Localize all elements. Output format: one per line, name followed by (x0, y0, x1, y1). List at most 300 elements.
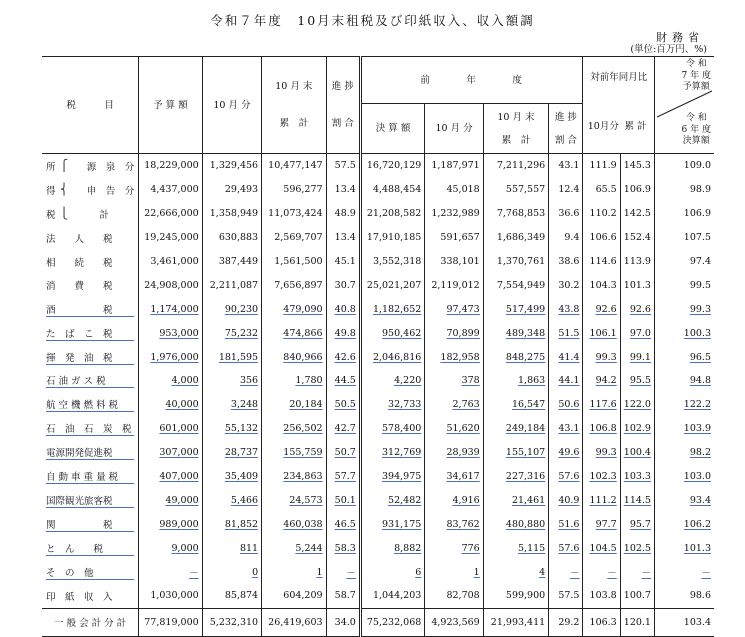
table-cell: 122.0 (620, 393, 654, 417)
table-cell: 50.1 (326, 488, 360, 512)
table-cell: 103.8 (583, 584, 620, 608)
table-cell: 34,617 (425, 465, 483, 489)
row-label (42, 273, 139, 297)
table-cell: 2,763 (425, 393, 483, 417)
header-prev-year: 前 年 度 (360, 57, 583, 104)
table-cell: 557,557 (483, 178, 548, 202)
table-cell: 1,174,000 (139, 297, 202, 321)
table-cell: 4,000 (139, 369, 202, 393)
table-cell: 1,329,456 (202, 154, 261, 178)
table-cell: 42.6 (326, 345, 360, 369)
table-cell: 16,720,129 (360, 154, 424, 178)
table-cell: 43.1 (549, 154, 583, 178)
table-cell: 338,101 (425, 250, 483, 274)
header-item: 税 目 (42, 57, 139, 154)
table-cell: 42.7 (326, 417, 360, 441)
table-cell: 840,966 (262, 345, 326, 369)
table-row (42, 584, 714, 608)
table-cell: 1,561,500 (262, 250, 326, 274)
row-label-text: 相 続 税 (46, 257, 113, 269)
row-label (42, 584, 139, 608)
table-cell: 102.3 (583, 465, 620, 489)
table-cell: 312,769 (360, 441, 424, 465)
table-cell: 111.2 (583, 488, 620, 512)
table-cell: 591,657 (425, 226, 483, 250)
ratio-top-1: 令 和 (685, 59, 707, 69)
table-cell: 155,759 (262, 441, 326, 465)
tax-revenue-table (42, 56, 714, 637)
row-label (42, 417, 139, 441)
income-tax-char: 所 (46, 161, 56, 173)
table-cell: 19,245,000 (139, 226, 202, 250)
table-row (42, 178, 714, 202)
row-label (42, 560, 139, 584)
table-row (42, 393, 714, 417)
table-cell: 155,107 (483, 441, 548, 465)
table-cell: 18,229,000 (139, 154, 202, 178)
table-cell: 51.5 (549, 321, 583, 345)
row-label (42, 202, 139, 226)
table-cell: 57.5 (326, 154, 360, 178)
table-cell: 97.4 (689, 256, 711, 267)
header-prev-progress-top: 進 捗 (554, 111, 577, 123)
total-cell: 29.2 (549, 608, 583, 636)
table-cell: 106.2 (683, 518, 711, 530)
table-row (42, 417, 714, 441)
row-label (42, 512, 139, 536)
row-label-text: 電源開発促進税 (46, 445, 134, 460)
table-cell: 1 (425, 560, 483, 584)
table-cell: 1,187,971 (425, 154, 483, 178)
table-cell: 97.7 (583, 512, 620, 536)
row-label (42, 465, 139, 489)
table-cell: 152.4 (620, 226, 654, 250)
table-cell: 474,866 (262, 321, 326, 345)
total-cell: 103.4 (654, 608, 714, 636)
table-cell: 99.5 (689, 279, 711, 291)
ministry-name: 財務省 (656, 31, 704, 44)
table-row (42, 369, 714, 393)
table-cell: 55,132 (202, 417, 261, 441)
table-cell: 99.1 (620, 345, 654, 369)
table-cell: 106.8 (583, 417, 620, 441)
table-cell: 811 (202, 536, 261, 560)
table-cell: 4,488,454 (360, 178, 424, 202)
table-cell: 94.8 (689, 375, 711, 387)
table-cell: 50.6 (549, 393, 583, 417)
row-label (42, 345, 139, 369)
row-label (42, 154, 139, 178)
table-cell: 92.6 (620, 297, 654, 321)
table-cell: 110.2 (583, 202, 620, 226)
table-cell: 17,910,185 (360, 226, 424, 250)
table-cell: 21,461 (483, 488, 548, 512)
ratio-top-3: 予算額 (682, 82, 710, 92)
table-cell: 2,046,816 (360, 345, 424, 369)
table-cell: 7,768,853 (483, 202, 548, 226)
row-label-text: 関 税 (46, 517, 134, 532)
table-cell: 7,554,949 (483, 273, 548, 297)
table-row (42, 297, 714, 321)
table-cell: 43.8 (549, 297, 583, 321)
ratio-bottom-3: 決算額 (682, 136, 710, 146)
table-cell: 99.3 (583, 441, 620, 465)
table-cell: 103.0 (683, 471, 711, 483)
table-cell: 307,000 (139, 441, 202, 465)
row-label (42, 536, 139, 560)
table-cell: 21,208,582 (360, 202, 424, 226)
table-cell: 38.6 (549, 250, 583, 274)
table-cell: 25,021,207 (360, 273, 424, 297)
table-cell: 83,762 (425, 512, 483, 536)
table-cell: － (326, 560, 360, 584)
total-cell: 5,232,310 (202, 608, 261, 636)
table-cell: 227,316 (483, 465, 548, 489)
header-ratio (654, 57, 714, 154)
table-cell: 57.5 (549, 584, 583, 608)
table-cell: 2,569,707 (262, 226, 326, 250)
table-cell: 81,852 (202, 512, 261, 536)
table-cell: 65.5 (583, 178, 620, 202)
table-cell: 13.4 (326, 226, 360, 250)
table-cell: 145.3 (620, 154, 654, 178)
table-cell: 40.8 (326, 297, 360, 321)
table-cell: 3,461,000 (139, 250, 202, 274)
table-cell: 28,737 (202, 441, 261, 465)
table-cell: 2,211,087 (202, 273, 261, 297)
table-cell: 1,232,989 (425, 202, 483, 226)
table-cell: 256,502 (262, 417, 326, 441)
table-cell: 41.4 (549, 345, 583, 369)
table-cell: 7,211,296 (483, 154, 548, 178)
table-cell: － (139, 560, 202, 584)
table-cell: 96.5 (689, 351, 711, 363)
table-cell: 234,863 (262, 465, 326, 489)
row-label (42, 226, 139, 250)
table-cell: 3,248 (202, 393, 261, 417)
table-cell: 103.9 (683, 423, 711, 435)
row-label (42, 369, 139, 393)
table-cell: 32,733 (360, 393, 424, 417)
table-cell: 95.7 (620, 512, 654, 536)
row-label-text: 酒 税 (46, 302, 134, 317)
table-cell: 578,400 (360, 417, 424, 441)
table-cell: 24,573 (262, 488, 326, 512)
table-cell: 58.3 (326, 536, 360, 560)
table-cell: － (549, 560, 583, 584)
table-cell: 46.5 (326, 512, 360, 536)
table-cell: 114.5 (620, 488, 654, 512)
table-cell: 99.3 (583, 345, 620, 369)
table-cell: 117.6 (583, 393, 620, 417)
brace-icon: ⎧ (60, 159, 69, 173)
table-cell: 16,547 (483, 393, 548, 417)
table-cell: 394,975 (360, 465, 424, 489)
table-cell: 181,595 (202, 345, 261, 369)
table-cell: 517,499 (483, 297, 548, 321)
table-cell: 92.6 (583, 297, 620, 321)
header-yoy-oct: 10月分 (587, 121, 619, 132)
table-cell: 4,220 (360, 369, 424, 393)
table-row (42, 488, 714, 512)
header-yoy (583, 57, 655, 154)
header-cum-oct-bottom: 累 計 (279, 118, 309, 129)
total-cell: 34.0 (326, 608, 360, 636)
header-prev-cum (483, 104, 548, 154)
table-cell: 102.5 (620, 536, 654, 560)
table-cell: 106.1 (583, 321, 620, 345)
header-progress-top: 進 捗 (331, 81, 354, 92)
table-row (42, 202, 714, 226)
table-cell: 9.4 (549, 226, 583, 250)
row-label (42, 441, 139, 465)
table-cell: 13.4 (326, 178, 360, 202)
table-cell: 7,656,897 (262, 273, 326, 297)
table-cell: 99.3 (689, 303, 711, 315)
table-cell: 52,482 (360, 488, 424, 512)
unit-note: (単位:百万円、%) (630, 44, 707, 55)
header-progress (326, 57, 360, 154)
table-cell: 49,000 (139, 488, 202, 512)
table-cell: 22,666,000 (139, 202, 202, 226)
income-tax-char: 得 (46, 185, 56, 197)
row-label-text: 消 費 税 (46, 281, 113, 293)
header-prev-cum-top: 10 月 末 (497, 111, 535, 123)
table-cell: 122.2 (683, 399, 711, 411)
table-row (42, 345, 714, 369)
table-row (42, 154, 714, 178)
total-row (42, 608, 714, 636)
table-cell: 100.7 (620, 584, 654, 608)
table-cell: 989,000 (139, 512, 202, 536)
row-label (42, 321, 139, 345)
table-cell: 601,000 (139, 417, 202, 441)
table-cell: 97.0 (620, 321, 654, 345)
table-cell: 44.1 (549, 369, 583, 393)
table-cell: 82,708 (425, 584, 483, 608)
table-cell: 95.5 (620, 369, 654, 393)
table-cell: 596,277 (262, 178, 326, 202)
table-cell: 8,882 (360, 536, 424, 560)
table-cell: 100.3 (683, 327, 711, 339)
header-yoy-cum: 累 計 (624, 121, 647, 132)
table-cell: 480,880 (483, 512, 548, 536)
table-cell: 75,232 (202, 321, 261, 345)
table-cell: 85,874 (202, 584, 261, 608)
row-label-text: そ の 他 (46, 565, 134, 580)
table-cell: 28,939 (425, 441, 483, 465)
table-cell: 1,976,000 (139, 345, 202, 369)
row-label-text: 法 人 税 (46, 233, 113, 245)
table-cell: 111.9 (583, 154, 620, 178)
table-cell: 51,620 (425, 417, 483, 441)
table-row (42, 465, 714, 489)
total-cell: 120.1 (620, 608, 654, 636)
table-cell: 776 (425, 536, 483, 560)
table-cell: 43.1 (549, 417, 583, 441)
table-cell: 40.9 (549, 488, 583, 512)
row-label (42, 393, 139, 417)
table-cell: 24,908,000 (139, 273, 202, 297)
header-cum-oct-top: 10 月 末 (275, 81, 313, 92)
table-cell: 182,958 (425, 345, 483, 369)
total-cell: 21,993,411 (483, 608, 548, 636)
table-row (42, 560, 714, 584)
table-cell: 4,916 (425, 488, 483, 512)
header-oct: 10 月 分 (202, 57, 261, 154)
header-progress-bottom: 割 合 (331, 118, 354, 129)
table-cell: 50.5 (326, 393, 360, 417)
table-cell: 109.0 (683, 160, 711, 172)
table-cell: 1,686,349 (483, 226, 548, 250)
table-cell: 57.6 (549, 536, 583, 560)
table-cell: 58.7 (326, 584, 360, 608)
table-row (42, 512, 714, 536)
table-cell: 630,883 (202, 226, 261, 250)
table-cell: － (701, 568, 711, 580)
table-cell: 57.7 (326, 465, 360, 489)
ratio-top-2: 7 年 度 (681, 70, 711, 81)
table-cell: 98.2 (689, 447, 711, 459)
table-cell: 848,275 (483, 345, 548, 369)
table-cell: 101.3 (683, 542, 711, 554)
row-label (42, 178, 139, 202)
table-cell: 604,209 (262, 584, 326, 608)
table-cell: 51.6 (549, 512, 583, 536)
table-cell: 97,473 (425, 297, 483, 321)
table-cell: 489,348 (483, 321, 548, 345)
table-cell: 93.4 (689, 494, 711, 506)
table-cell: 2,119,012 (425, 273, 483, 297)
table-cell: 249,184 (483, 417, 548, 441)
header-prev-settle: 決 算 額 (360, 104, 424, 154)
table-cell: 70,899 (425, 321, 483, 345)
table-row (42, 250, 714, 274)
table-cell: 20,184 (262, 393, 326, 417)
table-cell: 35,409 (202, 465, 261, 489)
table-cell: 49.6 (549, 441, 583, 465)
table-cell: 90,230 (202, 297, 261, 321)
table-cell: 94.2 (583, 369, 620, 393)
table-cell: 5,115 (483, 536, 548, 560)
table-cell: 479,090 (262, 297, 326, 321)
page-title: 令和７年度 10月末租税及び印紙収入、収入額調 (210, 13, 535, 28)
table-cell: 387,449 (202, 250, 261, 274)
table-cell: 30.2 (549, 273, 583, 297)
table-row (42, 273, 714, 297)
table-cell: 1 (262, 560, 326, 584)
table-cell: 1,780 (262, 369, 326, 393)
total-cell: 4,923,569 (425, 608, 483, 636)
table-cell: 44.5 (326, 369, 360, 393)
table-cell: 106.9 (620, 178, 654, 202)
sub-item-label: 計 (99, 209, 109, 221)
row-label-text: 石 油 石 炭 税 (46, 421, 134, 436)
table-cell: 107.5 (683, 232, 711, 244)
table-cell: 953,000 (139, 321, 202, 345)
table-row (42, 321, 714, 345)
total-cell: 106.3 (583, 608, 620, 636)
row-label (42, 297, 139, 321)
table-cell: 5,466 (202, 488, 261, 512)
header-prev-oct: 10 月 分 (425, 104, 483, 154)
row-label (42, 488, 139, 512)
table-cell: 1,358,949 (202, 202, 261, 226)
table-cell: 45.1 (326, 250, 360, 274)
row-label-text: 石 油 ガ ス 税 (46, 373, 134, 388)
table-cell: 1,182,652 (360, 297, 424, 321)
table-cell: 106.6 (583, 226, 620, 250)
table-row (42, 226, 714, 250)
table-cell: 1,863 (483, 369, 548, 393)
table-cell: 378 (425, 369, 483, 393)
table-cell: 4,437,000 (139, 178, 202, 202)
table-cell: 10,477,147 (262, 154, 326, 178)
table-cell: 113.9 (620, 250, 654, 274)
table-cell: － (620, 560, 654, 584)
header-prev-progress-bottom: 割 合 (554, 134, 577, 146)
table-cell: 407,000 (139, 465, 202, 489)
table-body (42, 154, 714, 637)
table-cell: 29,493 (202, 178, 261, 202)
table-cell: 11,073,424 (262, 202, 326, 226)
table-cell: 50.7 (326, 441, 360, 465)
ratio-bottom-1: 令 和 (685, 113, 707, 123)
table-cell: 106.9 (683, 208, 711, 220)
table-cell: 100.4 (620, 441, 654, 465)
table-cell: 142.5 (620, 202, 654, 226)
table-cell: 98.6 (689, 590, 711, 602)
table-cell: 9,000 (139, 536, 202, 560)
sub-item-label: 申 告 分 (86, 185, 135, 197)
table-cell: 45,018 (425, 178, 483, 202)
table-cell: 1,044,203 (360, 584, 424, 608)
row-label-text: と ん 税 (46, 541, 134, 556)
table-cell: 98.9 (689, 184, 711, 196)
row-label (42, 250, 139, 274)
table-cell: 3,552,318 (360, 250, 424, 274)
table-cell: 1,370,761 (483, 250, 548, 274)
header-yoy-label: 対前年同月比 (590, 72, 648, 83)
table-cell: 48.9 (326, 202, 360, 226)
brace-icon: ⎩ (60, 207, 69, 221)
table-cell: 36.6 (549, 202, 583, 226)
table-cell: 104.5 (583, 536, 620, 560)
table-cell: 103.3 (620, 465, 654, 489)
total-label: 一 般 会 計 分 計 (42, 608, 139, 636)
brace-icon: ⎨ (60, 183, 69, 197)
table-cell: 6 (360, 560, 424, 584)
table-cell: 950,462 (360, 321, 424, 345)
table-cell: 931,175 (360, 512, 424, 536)
table-cell: 102.9 (620, 417, 654, 441)
header-budget: 予 算 額 (139, 57, 202, 154)
table-cell: 49.8 (326, 321, 360, 345)
total-cell: 26,419,603 (262, 608, 326, 636)
row-label-text: 国際観光旅客税 (46, 493, 134, 508)
header-prev-cum-bottom: 累 計 (501, 134, 531, 146)
total-cell: 77,819,000 (139, 608, 202, 636)
row-label-text: 自 動 車 重 量 税 (46, 469, 134, 484)
income-tax-char: 税 (46, 209, 56, 221)
table-row (42, 536, 714, 560)
total-cell: 75,232,068 (360, 608, 424, 636)
table-cell: 5,244 (262, 536, 326, 560)
header-cum-oct (262, 57, 326, 154)
table-cell: 12.4 (549, 178, 583, 202)
table-cell: 30.7 (326, 273, 360, 297)
row-label-text: 航 空 機 燃 料 税 (46, 397, 134, 412)
